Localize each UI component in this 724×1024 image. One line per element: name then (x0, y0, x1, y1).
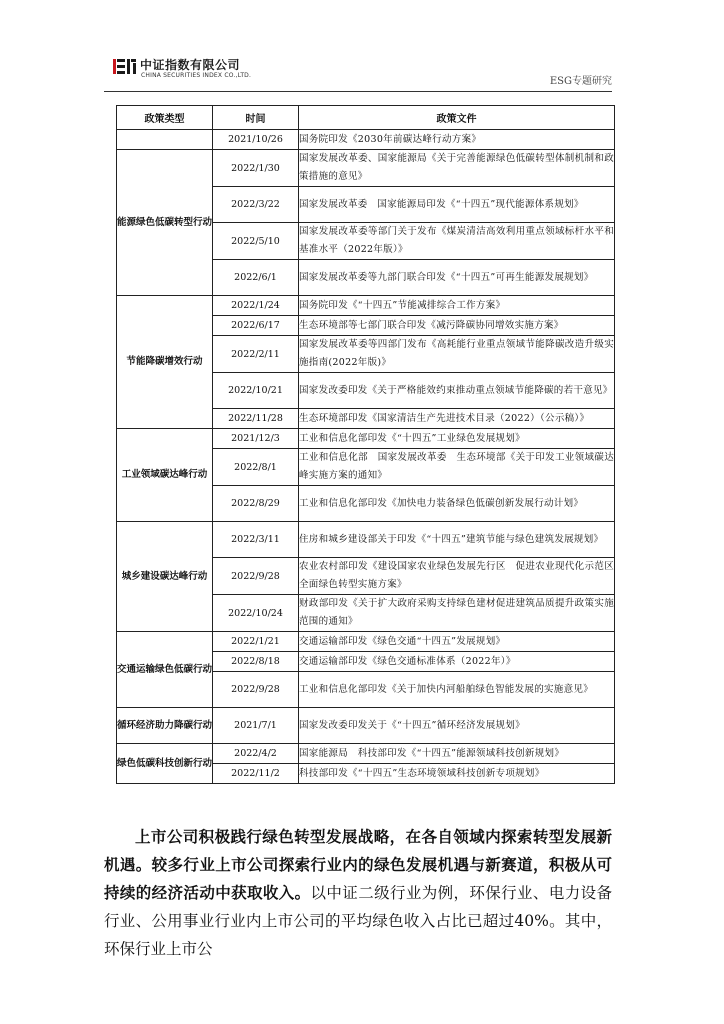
column-header-policy-document: 政策文件 (299, 106, 615, 130)
policy-document-cell: 国家能源局 科技部印发《“十四五”能源领域科技创新规划》 (299, 744, 615, 764)
policy-document-cell: 工业和信息化部印发《关于加快内河船舶绿色智能发展的实施意见》 (299, 672, 615, 708)
policy-date-cell: 2022/11/28 (213, 409, 299, 429)
policy-date-cell: 2022/1/21 (213, 632, 299, 652)
policy-date-cell: 2022/4/2 (213, 744, 299, 764)
policy-date-cell: 2022/9/28 (213, 558, 299, 595)
page-header (104, 50, 624, 92)
policy-document-cell: 国家发展改革委、国家能源局《关于完善能源绿色低碳转型体制机制和政策措施的意见》 (299, 150, 615, 187)
policy-document-cell: 交通运输部印发《绿色交通“十四五”发展规划》 (299, 632, 615, 652)
policy-date-cell: 2022/8/18 (213, 652, 299, 672)
table-row (117, 744, 615, 764)
table-row (117, 708, 615, 744)
policy-category-cell: 循环经济助力降碳行动 (117, 708, 213, 744)
policy-date-cell: 2022/1/24 (213, 296, 299, 316)
policy-category-cell: 工业领域碳达峰行动 (117, 429, 213, 522)
document-type-label: ESG专题研究 (549, 76, 612, 87)
policy-date-cell: 2022/8/29 (213, 486, 299, 522)
table-row (117, 296, 615, 316)
body-paragraph (104, 823, 612, 963)
policy-category-cell: 交通运输绿色低碳行动 (117, 632, 213, 708)
paragraph-bold-text: 上市公司积极践行绿色转型发展战略，在各自领域内探索转型发展新机遇。较多行业上市公司探索行业内的绿色发展机遇与新赛道，积极从可持续的经济活动中获取收入。 (104, 827, 612, 902)
company-name-en: CHINA SECURITIES INDEX CO.,LTD. (141, 72, 252, 79)
policy-date-cell: 2022/10/24 (213, 595, 299, 632)
policy-document-cell: 交通运输部印发《绿色交通标准体系（2022年）》 (299, 652, 615, 672)
policy-document-cell: 国家发展改革委等部门关于发布《煤炭清洁高效利用重点领域标杆水平和基准水平（2022年版）》 (299, 223, 615, 260)
policy-date-cell: 2022/8/1 (213, 449, 299, 486)
policy-category-cell: 城乡建设碳达峰行动 (117, 522, 213, 632)
policy-date-cell: 2022/5/10 (213, 223, 299, 260)
policy-document-cell: 工业和信息化部印发《“十四五”工业绿色发展规划》 (299, 429, 615, 449)
table-row (117, 632, 615, 652)
policy-date-cell: 2022/1/30 (213, 150, 299, 187)
policy-category-cell: 能源绿色低碳转型行动 (117, 150, 213, 296)
table-header-row (117, 106, 615, 130)
policy-document-cell: 国务院印发《“十四五”节能减排综合工作方案》 (299, 296, 615, 316)
policy-date-cell: 2022/6/17 (213, 316, 299, 336)
policy-table (116, 105, 615, 784)
table-row (117, 130, 615, 150)
policy-document-cell: 国家发展改革委 国家能源局印发《“十四五”现代能源体系规划》 (299, 187, 615, 223)
policy-date-cell: 2022/3/22 (213, 187, 299, 223)
paragraph-normal-text: 以中证二级行业为例，环保行业、电力设备行业、公用事业行业内上市公司的平均绿色收入占比已超过40%。其中，环保行业上市公 (104, 884, 612, 958)
policy-document-cell: 财政部印发《关于扩大政府采购支持绿色建材促进建筑品质提升政策实施范围的通知》 (299, 595, 615, 632)
policy-document-cell: 工业和信息化部印发《加快电力装备绿色低碳创新发展行动计划》 (299, 486, 615, 522)
column-header-date: 时间 (213, 106, 299, 130)
policy-date-cell: 2022/9/28 (213, 672, 299, 708)
policy-document-cell: 国家发改委印发关于《“十四五”循环经济发展规划》 (299, 708, 615, 744)
policy-category-cell (117, 130, 213, 150)
policy-document-cell: 工业和信息化部 国家发展改革委 生态环境部《关于印发工业领域碳达峰实施方案的通知》 (299, 449, 615, 486)
policy-date-cell: 2022/6/1 (213, 260, 299, 296)
policy-document-cell: 国家发展改革委等四部门发布《高耗能行业重点领域节能降碳改造升级实施指南(2022年版)》 (299, 336, 615, 373)
column-header-policy-type: 政策类型 (117, 106, 213, 130)
company-logo-icon (112, 56, 138, 78)
policy-document-cell: 科技部印发《“十四五”生态环境领域科技创新专项规划》 (299, 764, 615, 784)
policy-date-cell: 2022/2/11 (213, 336, 299, 373)
policy-document-cell: 国务院印发《2030年前碳达峰行动方案》 (299, 130, 615, 150)
table-row (117, 429, 615, 449)
company-name-cn: 中证指数有限公司 (140, 58, 241, 72)
policy-document-cell: 国家发改委印发《关于严格能效约束推动重点领域节能降碳的若干意见》 (299, 373, 615, 409)
header-divider (104, 91, 612, 92)
policy-document-cell: 国家发展改革委等九部门联合印发《“十四五”可再生能源发展规划》 (299, 260, 615, 296)
table-row (117, 150, 615, 187)
policy-date-cell: 2022/10/21 (213, 373, 299, 409)
policy-date-cell: 2021/12/3 (213, 429, 299, 449)
policy-date-cell: 2021/10/26 (213, 130, 299, 150)
policy-category-cell: 节能降碳增效行动 (117, 296, 213, 429)
policy-date-cell: 2022/3/11 (213, 522, 299, 558)
policy-document-cell: 农业农村部印发《建设国家农业绿色发展先行区 促进农业现代化示范区全面绿色转型实施方案》 (299, 558, 615, 595)
policy-date-cell: 2021/7/1 (213, 708, 299, 744)
policy-document-cell: 生态环境部印发《国家清洁生产先进技术目录（2022）（公示稿）》 (299, 409, 615, 429)
policy-date-cell: 2022/11/2 (213, 764, 299, 784)
policy-document-cell: 生态环境部等七部门联合印发《减污降碳协同增效实施方案》 (299, 316, 615, 336)
policy-category-cell: 绿色低碳科技创新行动 (117, 744, 213, 784)
table-row (117, 522, 615, 558)
policy-document-cell: 住房和城乡建设部关于印发《“十四五”建筑节能与绿色建筑发展规划》 (299, 522, 615, 558)
